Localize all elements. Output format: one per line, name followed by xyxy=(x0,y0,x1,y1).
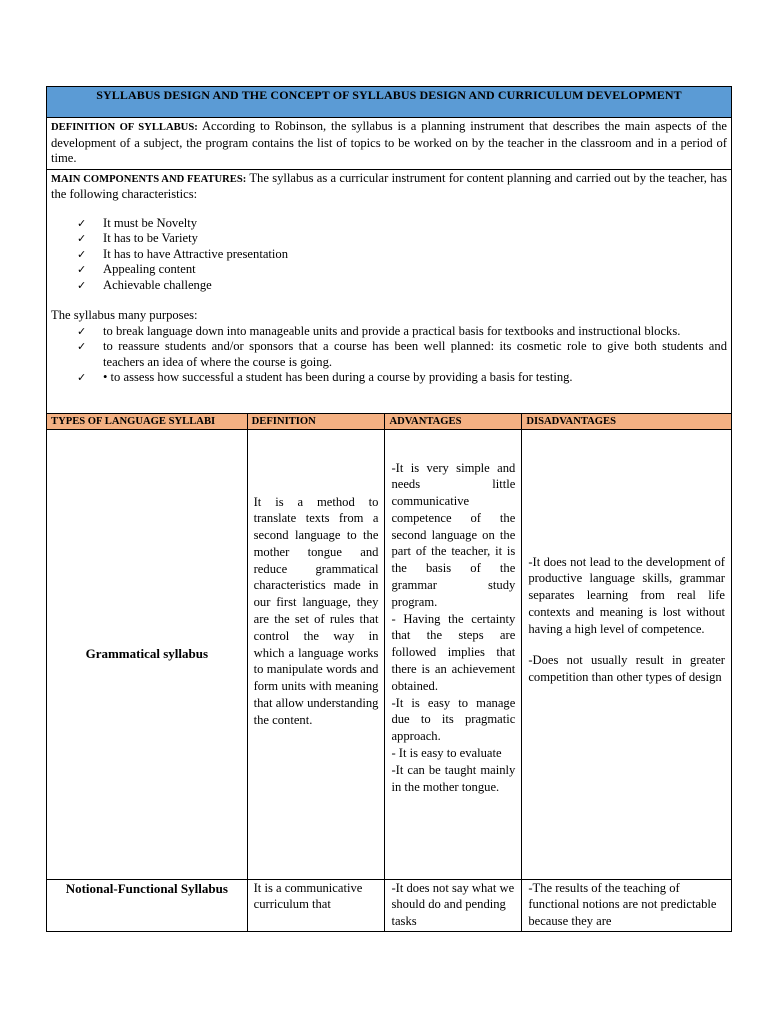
row-advantages xyxy=(385,430,521,796)
list-item: ✓ to break language down into manageable units and provide a practical basis for textbooks and instructional blocks. xyxy=(77,323,681,338)
table-header-row xyxy=(47,413,732,429)
components-label: MAIN COMPONENTS AND FEATURES: xyxy=(51,173,247,185)
check-icon: ✓ xyxy=(77,247,87,261)
row-type: Notional-Functional Syllabus xyxy=(47,879,248,931)
disadvantage-item: -It does not lead to the development of productive language skills, grammar separates learning from real life contexts and meaning is lost without having a high level of competence. xyxy=(528,554,725,636)
list-item: ✓ to reassure students and/or sponsors that a course has been well planned: its cosmetic role to give both students and teachers an idea of where the course is going. xyxy=(77,339,727,369)
list-item: ✓ • to assess how successful a student has been during a course by providing a basis for testing. xyxy=(77,370,573,384)
row-advantages-cell xyxy=(385,879,522,931)
advantage-item: -It is easy to manage due to its pragmatic approach. xyxy=(391,695,516,744)
row-disadvantages xyxy=(522,430,731,687)
list-item: ✓ Appealing content xyxy=(77,262,196,276)
table-row xyxy=(47,879,732,931)
document-title: SYLLABUS DESIGN AND THE CONCEPT OF SYLLABUS DESIGN AND CURRICULUM DEVELOPMENT xyxy=(47,87,732,118)
row-disadvantages-cell xyxy=(522,429,732,879)
check-icon: ✓ xyxy=(77,371,87,384)
definition-label: DEFINITION OF SYLLABUS: xyxy=(51,122,198,133)
purposes-title: The syllabus many purposes: xyxy=(51,308,198,322)
row-advantages-cell xyxy=(385,429,522,879)
list-item: ✓ It has to be Variety xyxy=(77,231,198,245)
check-icon: ✓ xyxy=(77,278,87,292)
characteristics-list xyxy=(77,216,727,294)
row-type: Grammatical syllabus xyxy=(47,429,248,879)
row-disadvantages-cell xyxy=(522,879,732,931)
row-definition-cell xyxy=(247,429,385,879)
purposes-list xyxy=(77,324,727,386)
check-icon: ✓ xyxy=(77,324,87,338)
row-disadvantages: -The results of the teaching of functional notions are not predictable because they are xyxy=(528,880,717,929)
list-item: ✓ Achievable challenge xyxy=(77,277,212,292)
row-definition: It is a communicative curriculum that xyxy=(253,880,363,912)
disadvantage-item: -Does not usually result in greater competition than other types of design xyxy=(528,653,725,685)
advantage-item: -It can be taught mainly in the mother tongue. xyxy=(391,762,516,794)
advantage-item: - Having the certainty that the steps are followed implies that there is an achievement obtained. xyxy=(391,611,516,693)
row-definition: It is a method to translate texts from a second language to the mother tongue and reduce grammatical characteristics made in our first language, they are the set of rules that control the way in which a language works to manipulate words and form units with meaning that allow understanding the content. xyxy=(253,494,379,727)
advantage-item: - It is easy to evaluate xyxy=(391,746,502,761)
check-icon: ✓ xyxy=(77,232,87,245)
header-types: TYPES OF LANGUAGE SYLLABI xyxy=(47,413,248,429)
header-definition: DEFINITION xyxy=(247,413,385,429)
row-definition-cell xyxy=(247,879,385,931)
components-text: The syllabus as a curricular instrument for content planning and carried out by the teacher, has the following characteristics: xyxy=(51,170,727,201)
syllabus-document-table xyxy=(46,86,732,932)
table-row xyxy=(47,429,732,879)
advantage-item: -It is very simple and needs little communicative competence of the second language on the part of the teacher, it is the basis of the grammar study program. xyxy=(391,460,516,609)
list-item: ✓ It has to have Attractive presentation xyxy=(77,246,288,261)
row-advantages: -It does not say what we should do and pending tasks xyxy=(391,880,515,929)
list-item: ✓ It must be Novelty xyxy=(77,215,198,230)
header-advantages: ADVANTAGES xyxy=(385,413,522,429)
check-icon: ✓ xyxy=(77,263,87,276)
check-icon: ✓ xyxy=(77,216,87,230)
definition-text: According to Robinson, the syllabus is a planning instrument that describes the main aspects of the development of a subject, the program contains the list of topics to be worked on by the teacher in the classroom and in a period of time. xyxy=(51,119,727,165)
header-disadvantages: DISADVANTAGES xyxy=(522,413,732,429)
definition-section xyxy=(47,118,732,170)
check-icon: ✓ xyxy=(77,340,87,353)
components-section xyxy=(47,169,732,413)
